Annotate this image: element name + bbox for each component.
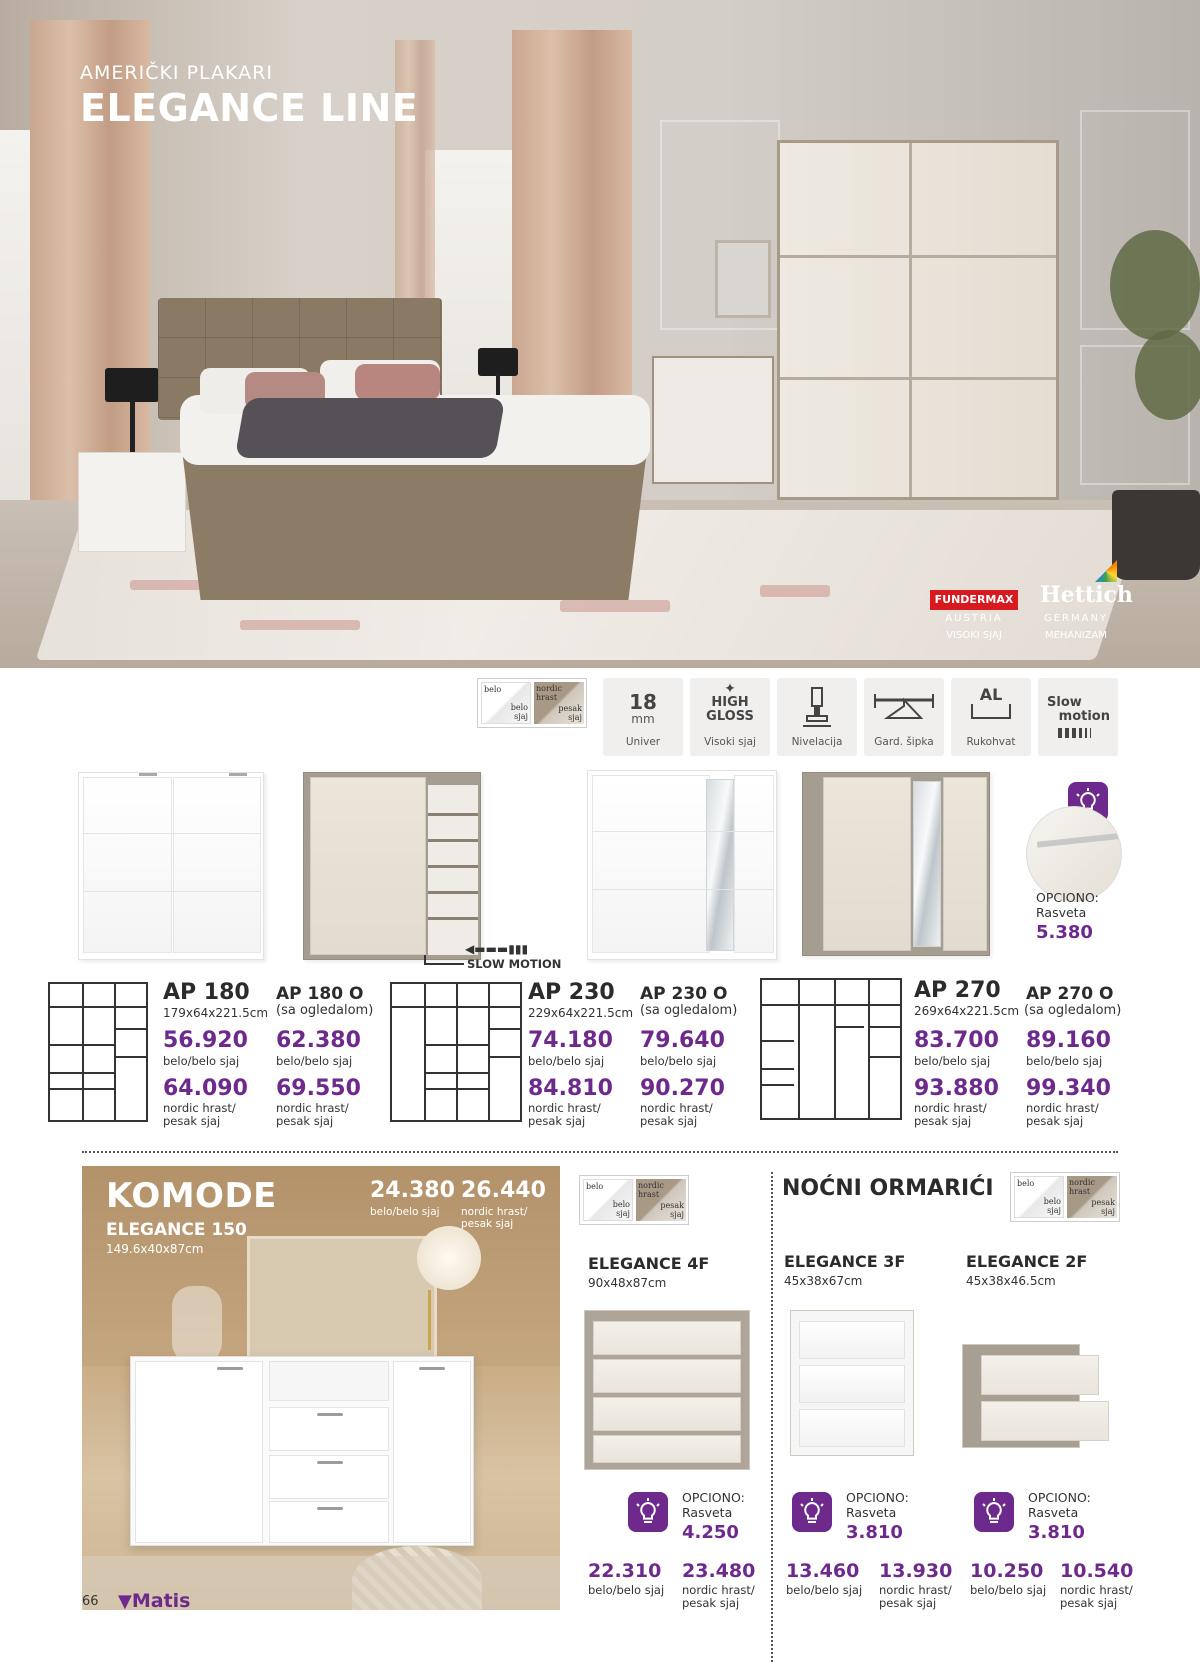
chest-4f-image	[584, 1310, 750, 1470]
price-ap180o-nordic: 69.550	[276, 1076, 361, 1101]
note-ap230o: (sa ogledalom)	[640, 1003, 738, 1018]
swatch-nordic: nordic hrast pesak sjaj	[536, 684, 582, 722]
page-number: 66	[82, 1594, 99, 1609]
caption-4f-nordic: nordic hrast/ pesak sjaj	[682, 1583, 755, 1610]
option-price-2f: 3.810	[1028, 1522, 1085, 1543]
wardrobe-ap230-white-mirror	[587, 770, 777, 960]
hettich-logo: Hettich	[1040, 582, 1133, 608]
model-elegance-3f: ELEGANCE 3F	[784, 1252, 906, 1271]
column-divider	[771, 1172, 773, 1662]
caption-ap270o-nordic: nordic hrast/ pesak sjaj	[1026, 1101, 1099, 1128]
light-bulb-icon	[980, 1498, 1008, 1526]
price-ap230-belo: 74.180	[528, 1028, 613, 1053]
dims-elegance-4f: 90x48x87cm	[588, 1276, 667, 1290]
caption-2f-belo: belo/belo sjaj	[970, 1583, 1047, 1597]
note-ap180o: (sa ogledalom)	[276, 1003, 374, 1018]
light-bulb-icon	[634, 1498, 662, 1526]
caption-ap230o-nordic: nordic hrast/ pesak sjaj	[640, 1101, 713, 1128]
komode-caption-belo: belo/belo sjaj	[370, 1206, 440, 1218]
fundermax-caption: VISOKI SJAJ	[946, 630, 1002, 641]
dims-elegance-2f: 45x38x46.5cm	[966, 1274, 1056, 1288]
sideboard-image	[130, 1356, 474, 1546]
option-label2-2f: Rasveta	[1028, 1505, 1079, 1520]
price-ap230o-belo: 79.640	[640, 1028, 725, 1053]
leveling-icon	[797, 686, 837, 730]
model-ap230: AP 230	[528, 980, 615, 1005]
caption-ap180-belo: belo/belo sjaj	[163, 1054, 240, 1068]
caption-ap270-belo: belo/belo sjaj	[914, 1054, 991, 1068]
price-ap270-nordic: 93.880	[914, 1076, 999, 1101]
price-ap230o-nordic: 90.270	[640, 1076, 725, 1101]
komode-price-nordic: 26.440	[461, 1178, 546, 1203]
note-ap270o: (sa ogledalom)	[1024, 1003, 1122, 1018]
section-divider	[82, 1151, 1118, 1153]
komode-title: KOMODE	[106, 1176, 277, 1216]
fundermax-country: AUSTRIA	[945, 613, 1003, 624]
dims-ap180: 179x64x221.5cm	[163, 1006, 269, 1020]
light-option-badge-3f	[792, 1492, 832, 1532]
feature-gard-sipka: Gard. šipka	[864, 678, 944, 756]
matis-mark-icon: ▼	[118, 1591, 132, 1612]
hero-photo	[0, 0, 1200, 668]
option-price-3f: 3.810	[846, 1522, 903, 1543]
price-ap270-belo: 83.700	[914, 1028, 999, 1053]
price-ap270o-belo: 89.160	[1026, 1028, 1111, 1053]
feature-nivelacija: Nivelacija	[777, 678, 857, 756]
handle-icon	[966, 702, 1016, 722]
wardrobe-ap270-oak-mirror	[802, 772, 990, 956]
caption-ap180o-belo: belo/belo sjaj	[276, 1054, 353, 1068]
hero-kicker: AMERIČKI PLAKARI	[80, 62, 273, 84]
price-3f-belo: 13.460	[786, 1560, 860, 1582]
drawing-ap230	[390, 982, 522, 1122]
fundermax-logo: FUNDERMAX	[930, 590, 1018, 610]
price-2f-nordic: 10.540	[1060, 1560, 1134, 1582]
slow-motion-arrow-icon: ◀▬▬▬▮▮▮	[465, 942, 529, 956]
price-4f-nordic: 23.480	[682, 1560, 756, 1582]
light-option-label2: Rasveta	[1036, 905, 1087, 920]
drawing-ap270	[760, 978, 902, 1120]
nightstand-2f-image	[962, 1344, 1080, 1448]
hero-title: ELEGANCE LINE	[80, 86, 419, 130]
hanger-rail-icon	[871, 686, 937, 730]
color-swatches-nocni: belo belo sjaj nordic hrast pesak sjaj	[1010, 1172, 1120, 1222]
price-ap180o-belo: 62.380	[276, 1028, 361, 1053]
color-swatches-komode: belo belo sjaj nordic hrast pesak sjaj	[579, 1175, 689, 1225]
komode-model: ELEGANCE 150	[106, 1220, 247, 1240]
model-ap270: AP 270	[914, 978, 1001, 1003]
option-label2-4f: Rasveta	[682, 1505, 733, 1520]
caption-3f-belo: belo/belo sjaj	[786, 1583, 863, 1597]
light-option-price: 5.380	[1036, 922, 1093, 943]
option-label-3f: OPCIONO:	[846, 1490, 909, 1505]
option-label2-3f: Rasveta	[846, 1505, 897, 1520]
dims-ap270: 269x64x221.5cm	[914, 1004, 1020, 1018]
model-ap180: AP 180	[163, 980, 250, 1005]
feature-high-gloss: ✦ HIGH GLOSS Visoki sjaj	[690, 678, 770, 756]
feature-slow-motion: Slow motion	[1038, 678, 1118, 756]
caption-ap230o-belo: belo/belo sjaj	[640, 1054, 717, 1068]
model-elegance-4f: ELEGANCE 4F	[588, 1254, 710, 1273]
nocni-title: NOĆNI ORMARIĆI	[782, 1176, 994, 1201]
komode-dims: 149.6x40x87cm	[106, 1242, 204, 1256]
caption-ap230-nordic: nordic hrast/ pesak sjaj	[528, 1101, 601, 1128]
komode-price-belo: 24.380	[370, 1178, 455, 1203]
option-label-2f: OPCIONO:	[1028, 1490, 1091, 1505]
swatch-belo: belo belo sjaj	[481, 682, 531, 724]
caption-3f-nordic: nordic hrast/ pesak sjaj	[879, 1583, 952, 1610]
light-bulb-icon	[798, 1498, 826, 1526]
hettich-caption: MEHANIZAM	[1044, 630, 1108, 641]
light-option-label: OPCIONO:	[1036, 890, 1099, 905]
wardrobe-ap180-white	[78, 772, 264, 960]
caption-ap180-nordic: nordic hrast/ pesak sjaj	[163, 1101, 236, 1128]
sparkle-icon: ✦	[724, 681, 736, 697]
nightstand-3f-image	[790, 1310, 914, 1456]
caption-ap270o-belo: belo/belo sjaj	[1026, 1054, 1103, 1068]
dims-ap230: 229x64x221.5cm	[528, 1006, 634, 1020]
color-swatches	[477, 678, 587, 728]
caption-4f-belo: belo/belo sjaj	[588, 1583, 665, 1597]
light-option-badge-4f	[628, 1492, 668, 1532]
light-option-badge-2f	[974, 1492, 1014, 1532]
slow-motion-icon	[1056, 726, 1096, 740]
model-ap270o: AP 270 O	[1026, 984, 1114, 1004]
light-detail-circle	[1026, 806, 1122, 902]
drawing-ap180	[48, 982, 148, 1122]
slow-motion-label: SLOW MOTION	[467, 957, 562, 971]
feature-18mm: 18 mm Univer	[603, 678, 683, 756]
feature-al-rukohvat: AL Rukohvat	[951, 678, 1031, 756]
matis-logo: ▼Matis	[118, 1590, 191, 1612]
price-ap270o-nordic: 99.340	[1026, 1076, 1111, 1101]
model-ap230o: AP 230 O	[640, 984, 728, 1004]
price-2f-belo: 10.250	[970, 1560, 1044, 1582]
price-3f-nordic: 13.930	[879, 1560, 953, 1582]
price-ap180-nordic: 64.090	[163, 1076, 248, 1101]
price-ap230-nordic: 84.810	[528, 1076, 613, 1101]
caption-ap270-nordic: nordic hrast/ pesak sjaj	[914, 1101, 987, 1128]
model-ap180o: AP 180 O	[276, 984, 364, 1004]
hettich-country: GERMANY	[1043, 613, 1109, 624]
komode-caption-nordic: nordic hrast/ pesak sjaj	[461, 1206, 528, 1230]
option-price-4f: 4.250	[682, 1522, 739, 1543]
caption-ap180o-nordic: nordic hrast/ pesak sjaj	[276, 1101, 349, 1128]
price-ap180-belo: 56.920	[163, 1028, 248, 1053]
wardrobe-ap180-oak-open	[303, 772, 481, 960]
option-label-4f: OPCIONO:	[682, 1490, 745, 1505]
caption-ap230-belo: belo/belo sjaj	[528, 1054, 605, 1068]
price-4f-belo: 22.310	[588, 1560, 662, 1582]
dims-elegance-3f: 45x38x67cm	[784, 1274, 863, 1288]
model-elegance-2f: ELEGANCE 2F	[966, 1252, 1088, 1271]
caption-2f-nordic: nordic hrast/ pesak sjaj	[1060, 1583, 1133, 1610]
